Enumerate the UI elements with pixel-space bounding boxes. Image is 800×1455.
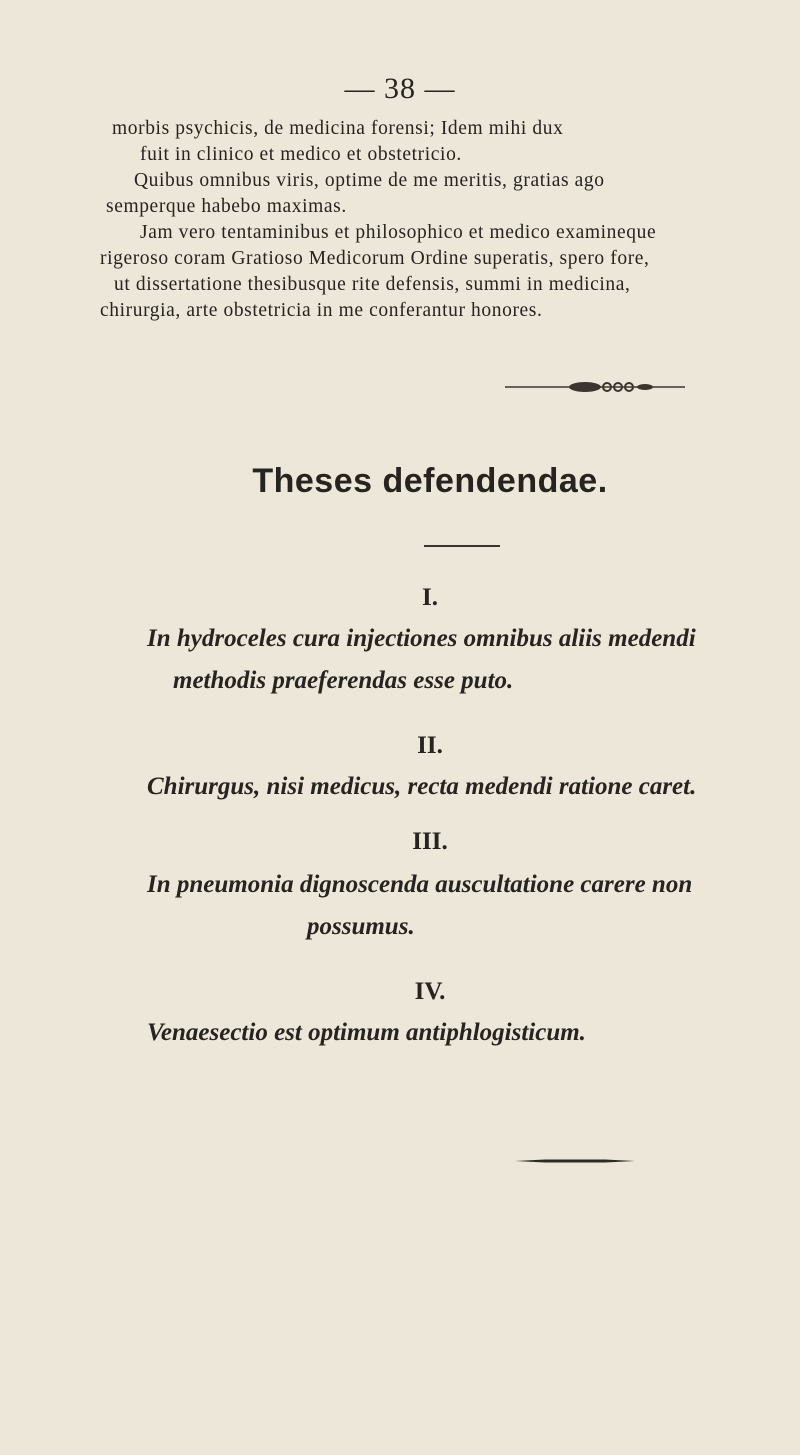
thesis-line: methodis praeferendas esse puto. <box>173 667 514 694</box>
thesis-line: Venaesectio est optimum antiphlogisticum. <box>147 1019 586 1046</box>
thesis-numeral: III. <box>412 828 448 855</box>
heading-rule <box>424 545 500 547</box>
thesis-line: Chirurgus, nisi medicus, recta medendi ratione caret. <box>147 773 697 800</box>
paragraph-line: morbis psychicis, de medicina forensi; Idem mihi dux <box>112 118 564 139</box>
thesis-text <box>147 1012 800 1054</box>
ornament-divider <box>505 380 685 394</box>
paragraph-line: Jam vero tentaminibus et philosophico et medico examineque <box>140 222 657 243</box>
paragraph-line: fuit in clinico et medico et obstetricio. <box>140 144 462 165</box>
section-heading: Theses defendendae. <box>252 462 608 500</box>
thesis-numeral: I. <box>422 584 438 611</box>
paragraph-line: Quibus omnibus viris, optime de me meritis, gratias ago <box>134 170 605 191</box>
thesis-text <box>147 618 800 702</box>
paragraph-line: rigeroso coram Gratioso Medicorum Ordine superatis, spero fore, <box>100 248 650 269</box>
page-number: — 38 — <box>344 72 456 105</box>
paragraph-line: semperque habebo maximas. <box>106 196 347 217</box>
closing-paragraph <box>100 116 800 324</box>
thesis-line: possumus. <box>307 913 415 940</box>
thesis-line: In pneumonia dignoscenda auscultatione carere non <box>147 871 693 898</box>
closing-rule <box>515 1158 635 1164</box>
thesis-numeral: IV. <box>414 978 446 1005</box>
thesis-text <box>147 864 800 948</box>
paragraph-line: ut dissertatione thesibusque rite defensis, summi in medicina, <box>114 274 631 295</box>
paragraph-line: chirurgia, arte obstetricia in me conferantur honores. <box>100 300 543 321</box>
thesis-text <box>147 766 800 808</box>
thesis-line: In hydroceles cura injectiones omnibus aliis medendi <box>147 625 696 652</box>
thesis-numeral: II. <box>417 732 443 759</box>
